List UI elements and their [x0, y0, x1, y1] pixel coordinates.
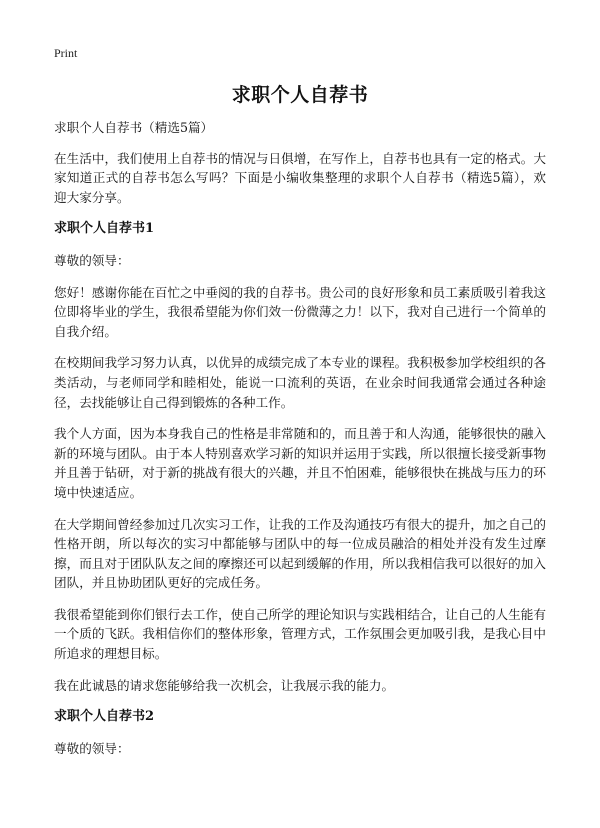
- section-heading-2: 求职个人自荐书2: [54, 709, 155, 725]
- section-greeting-2: 尊敬的领导：: [54, 740, 130, 756]
- print-link[interactable]: Print: [54, 46, 78, 60]
- section-greeting-1: 尊敬的领导：: [54, 252, 130, 268]
- section-1-paragraph-3: 我个人方面，因为本身我自己的性格是非常随和的，而且善于和人沟通，能够很快的融入新的环境与团队。由于本人特别喜欢学习新的知识并运用于实践，所以很擅长接受新事物并且善于钻研，对于新的挑战有很大的兴趣，并且不怕困难，能够很快在挑战与压力的环境中快速适应。: [54, 426, 546, 500]
- section-1-paragraph-2: 在校期间我学习努力认真，以优异的成绩完成了本专业的课程。我积极参加学校组织的各类活动，与老师同学和睦相处，能说一口流利的英语，在业余时间我通常会通过各种途径，去找能够让自己得到锻炼的各种工作。: [54, 355, 546, 410]
- section-1-paragraph-6: 我在此诚恳的请求您能够给我一次机会，让我展示我的能力。: [54, 677, 395, 693]
- intro-paragraph: 在生活中，我们使用上自荐书的情况与日俱增，在写作上，自荐书也具有一定的格式。大家知道正式的自荐书怎么写吗？下面是小编收集整理的求职个人自荐书（精选5篇），欢迎大家分享。: [54, 150, 546, 205]
- document-subtitle: 求职个人自荐书（精选5篇）: [54, 120, 214, 135]
- section-1-paragraph-5: 我很希望能到你们银行去工作，使自己所学的理论知识与实践相结合，让自己的人生能有一个质的飞跃。我相信你们的整体形象，管理方式，工作氛围会更加吸引我，是我心目中所追求的理想目标。: [54, 606, 546, 662]
- document-body: [54, 118, 546, 770]
- section-heading-1: 求职个人自荐书1: [54, 221, 155, 237]
- section-1-paragraph-4: 在大学期间曾经参加过几次实习工作，让我的工作及沟通技巧有很大的提升，加之自己的性格开朗，所以每次的实习中都能够与团队中的每一位成员融洽的相处并没有发生过摩擦，而且对于团队队友之间的摩擦还可以起到缓解的作用，所以我相信我可以很好的加入团队，并且协助团队更好的完成任务。: [54, 516, 546, 591]
- document-title: 求职个人自荐书: [231, 84, 369, 106]
- section-1-paragraph-1: 您好！感谢你能在百忙之中垂阅的我的自荐书。贵公司的良好形象和员工素质吸引着我这位即将毕业的学生，我很希望能为你们效一份微薄之力！以下，我对自己进行一个简单的自我介绍。: [54, 284, 546, 339]
